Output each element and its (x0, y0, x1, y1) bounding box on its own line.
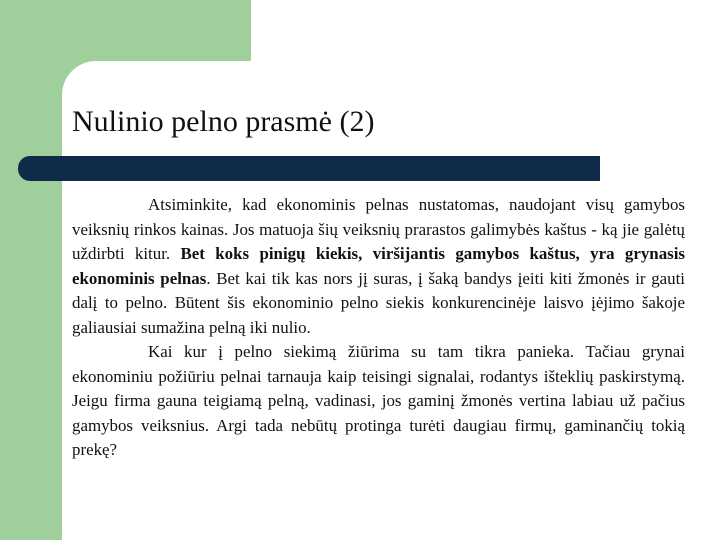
title-underline-bar (18, 156, 600, 181)
paragraph-1-text-b: . Bet kai tik kas nors jį suras, į šaką bandys įeiti kiti žmonės ir gauti dalį to pelno. Būtent šis ekonominio pelno siekis konkurencinėje laisvo įėjimo šakoje galiausiai sumažina pelną iki nulio. (72, 268, 685, 337)
paragraph-1-bold-text: Bet koks pinigų kiekis, viršijantis gamybos kaštus, yra grynasis ekonominis pelnas (72, 244, 685, 288)
slide-body (72, 193, 685, 463)
paragraph-1-text-a: Atsiminkite, kad ekonominis pelnas nustatomas, naudojant visų gamybos veiksnių rinkos kainas. Jos matuoja šių veiksnių prarastos galimybės kaštus - ką jie galėtų uždirbti kitur. (72, 195, 685, 263)
paragraph-1 (72, 193, 685, 340)
slide-title: Nulinio pelno prasmė (2) (72, 105, 375, 138)
paragraph-2: Kai kur į pelno siekimą žiūrima su tam tikra panieka. Tačiau grynai ekonominiu požiūriu pelnai tarnauja kaip teisingi signalai, rodantys išteklių paskirstymą. Jeigu firma gauna teigiamą pelną, vadinasi, jos gaminį žmonės vertina labiau už pačius gamybos veiksnius. Argi tada nebūtų protinga turėti daugiau firmų, gaminančių tokią prekę? (72, 342, 685, 459)
